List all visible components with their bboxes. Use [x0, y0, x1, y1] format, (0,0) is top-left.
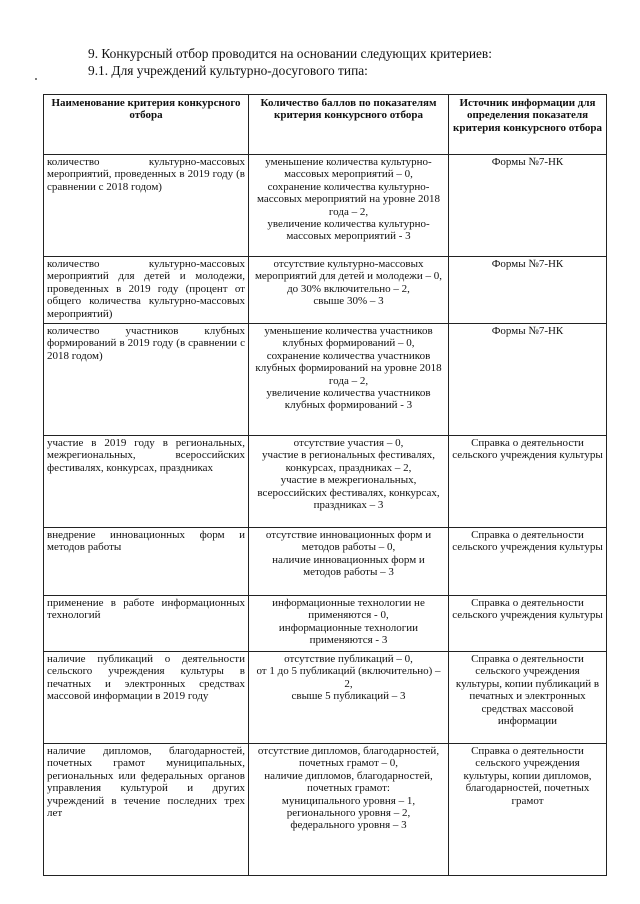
- source-cell: Формы №7-НК: [449, 257, 607, 324]
- criterion-cell: внедрение инновационных форм и методов работы: [44, 528, 249, 596]
- subsection-heading: 9.1. Для учреждений культурно-досугового типа:: [88, 63, 368, 78]
- scan-speck: [35, 78, 37, 80]
- score-cell: [249, 652, 449, 744]
- score-line: уменьшение количества участников клубных формирований – 0,: [264, 325, 433, 350]
- score-cell: [249, 596, 449, 652]
- score-line: федерального уровня – 3: [290, 819, 407, 832]
- score-cell: [249, 324, 449, 436]
- score-line: регионального уровня – 2,: [286, 807, 411, 820]
- column-header-scores: Количество баллов по показателям критерия конкурсного отбора: [249, 95, 449, 155]
- score-line: отсутствие дипломов, благодарностей, почетных грамот – 0,: [257, 745, 440, 770]
- score-line: уменьшение количества культурно-массовых мероприятий – 0,: [265, 156, 432, 181]
- section-heading: 9. Конкурсный отбор проводится на основании следующих критериев:: [88, 46, 492, 61]
- source-cell: Формы №7-НК: [449, 155, 607, 257]
- score-line: отсутствие публикаций – 0,: [284, 653, 413, 666]
- score-line: сохранение количества участников клубных формирований на уровне 2018 года – 2,: [255, 349, 442, 387]
- score-line: участие в межрегиональных, всероссийских фестивалях, конкурсах, праздниках – 3: [257, 474, 440, 512]
- score-line: свыше 5 публикаций – 3: [291, 690, 406, 703]
- criterion-cell: наличие дипломов, благодарностей, почетных грамот муниципальных, региональных или федеральных органов управления культурой и других учреждений в течение последних трех лет: [44, 744, 249, 876]
- score-line: свыше 30% – 3: [313, 295, 384, 308]
- table-row: [44, 436, 607, 528]
- criterion-cell: участие в 2019 году в региональных, межрегиональных, всероссийских фестивалях, конкурсах, праздниках: [44, 436, 249, 528]
- column-header-source: Источник информации для определения показателя критерия конкурсного отбора: [449, 95, 607, 155]
- score-line: участие в региональных фестивалях, конкурсах, праздниках – 2,: [262, 449, 435, 474]
- table-row: [44, 528, 607, 596]
- score-cell: [249, 257, 449, 324]
- criterion-cell: количество культурно-массовых мероприятий, проведенных в 2019 году (в сравнении с 2018 годом): [44, 155, 249, 257]
- source-cell: Справка о деятельности сельского учреждения культуры, копии дипломов, благодарностей, почетных грамот: [449, 744, 607, 876]
- table-row: [44, 257, 607, 324]
- score-line: информационные технологии применяются - 3: [278, 621, 419, 647]
- score-cell: [249, 744, 449, 876]
- score-line: муниципального уровня – 1,: [281, 794, 416, 807]
- source-cell: Справка о деятельности сельского учреждения культуры: [449, 596, 607, 652]
- source-cell: Справка о деятельности сельского учреждения культуры: [449, 528, 607, 596]
- score-line: отсутствие инновационных форм и методов работы – 0,: [265, 529, 432, 554]
- score-line: увеличение количества культурно-массовых мероприятий - 3: [267, 218, 430, 243]
- table-row: [44, 596, 607, 652]
- score-line: наличие дипломов, благодарностей, почетных грамот:: [264, 769, 433, 795]
- score-line: увеличение количества участников клубных формирований - 3: [266, 387, 431, 412]
- score-line: наличие инновационных форм и методов работы – 3: [272, 553, 425, 579]
- criterion-cell: наличие публикаций о деятельности сельского учреждения культуры в печатных и электронных средствах массовой информации в 2019 году: [44, 652, 249, 744]
- score-cell: [249, 436, 449, 528]
- score-line: от 1 до 5 публикаций (включительно) – 2,: [256, 665, 441, 690]
- score-line: отсутствие участия – 0,: [293, 437, 404, 450]
- score-cell: [249, 528, 449, 596]
- table-header-row: [44, 95, 607, 155]
- score-cell: [249, 155, 449, 257]
- criterion-cell: количество культурно-массовых мероприятий для детей и молодежи, проведенных в 2019 году (процент от общего количества культурно-массовых мероприятий): [44, 257, 249, 324]
- score-line: сохранение количества культурно-массовых мероприятий на уровне 2018 года – 2,: [256, 180, 441, 218]
- column-header-criterion: Наименование критерия конкурсного отбора: [44, 95, 249, 155]
- score-line: информационные технологии не применяются - 0,: [272, 597, 425, 622]
- source-cell: Формы №7-НК: [449, 324, 607, 436]
- criterion-cell: количество участников клубных формирований в 2019 году (в сравнении с 2018 годом): [44, 324, 249, 436]
- score-line: до 30% включительно – 2,: [287, 282, 410, 295]
- criteria-table: [43, 94, 607, 876]
- criterion-cell: применение в работе информационных технологий: [44, 596, 249, 652]
- table-row: [44, 155, 607, 257]
- table-row: [44, 652, 607, 744]
- table-row: [44, 744, 607, 876]
- score-line: отсутствие культурно-массовых мероприятий для детей и молодежи – 0,: [254, 258, 443, 283]
- source-cell: Справка о деятельности сельского учреждения культуры, копии публикаций в печатных и электронных средствах массовой информации: [449, 652, 607, 744]
- table-row: [44, 324, 607, 436]
- source-cell: Справка о деятельности сельского учреждения культуры: [449, 436, 607, 528]
